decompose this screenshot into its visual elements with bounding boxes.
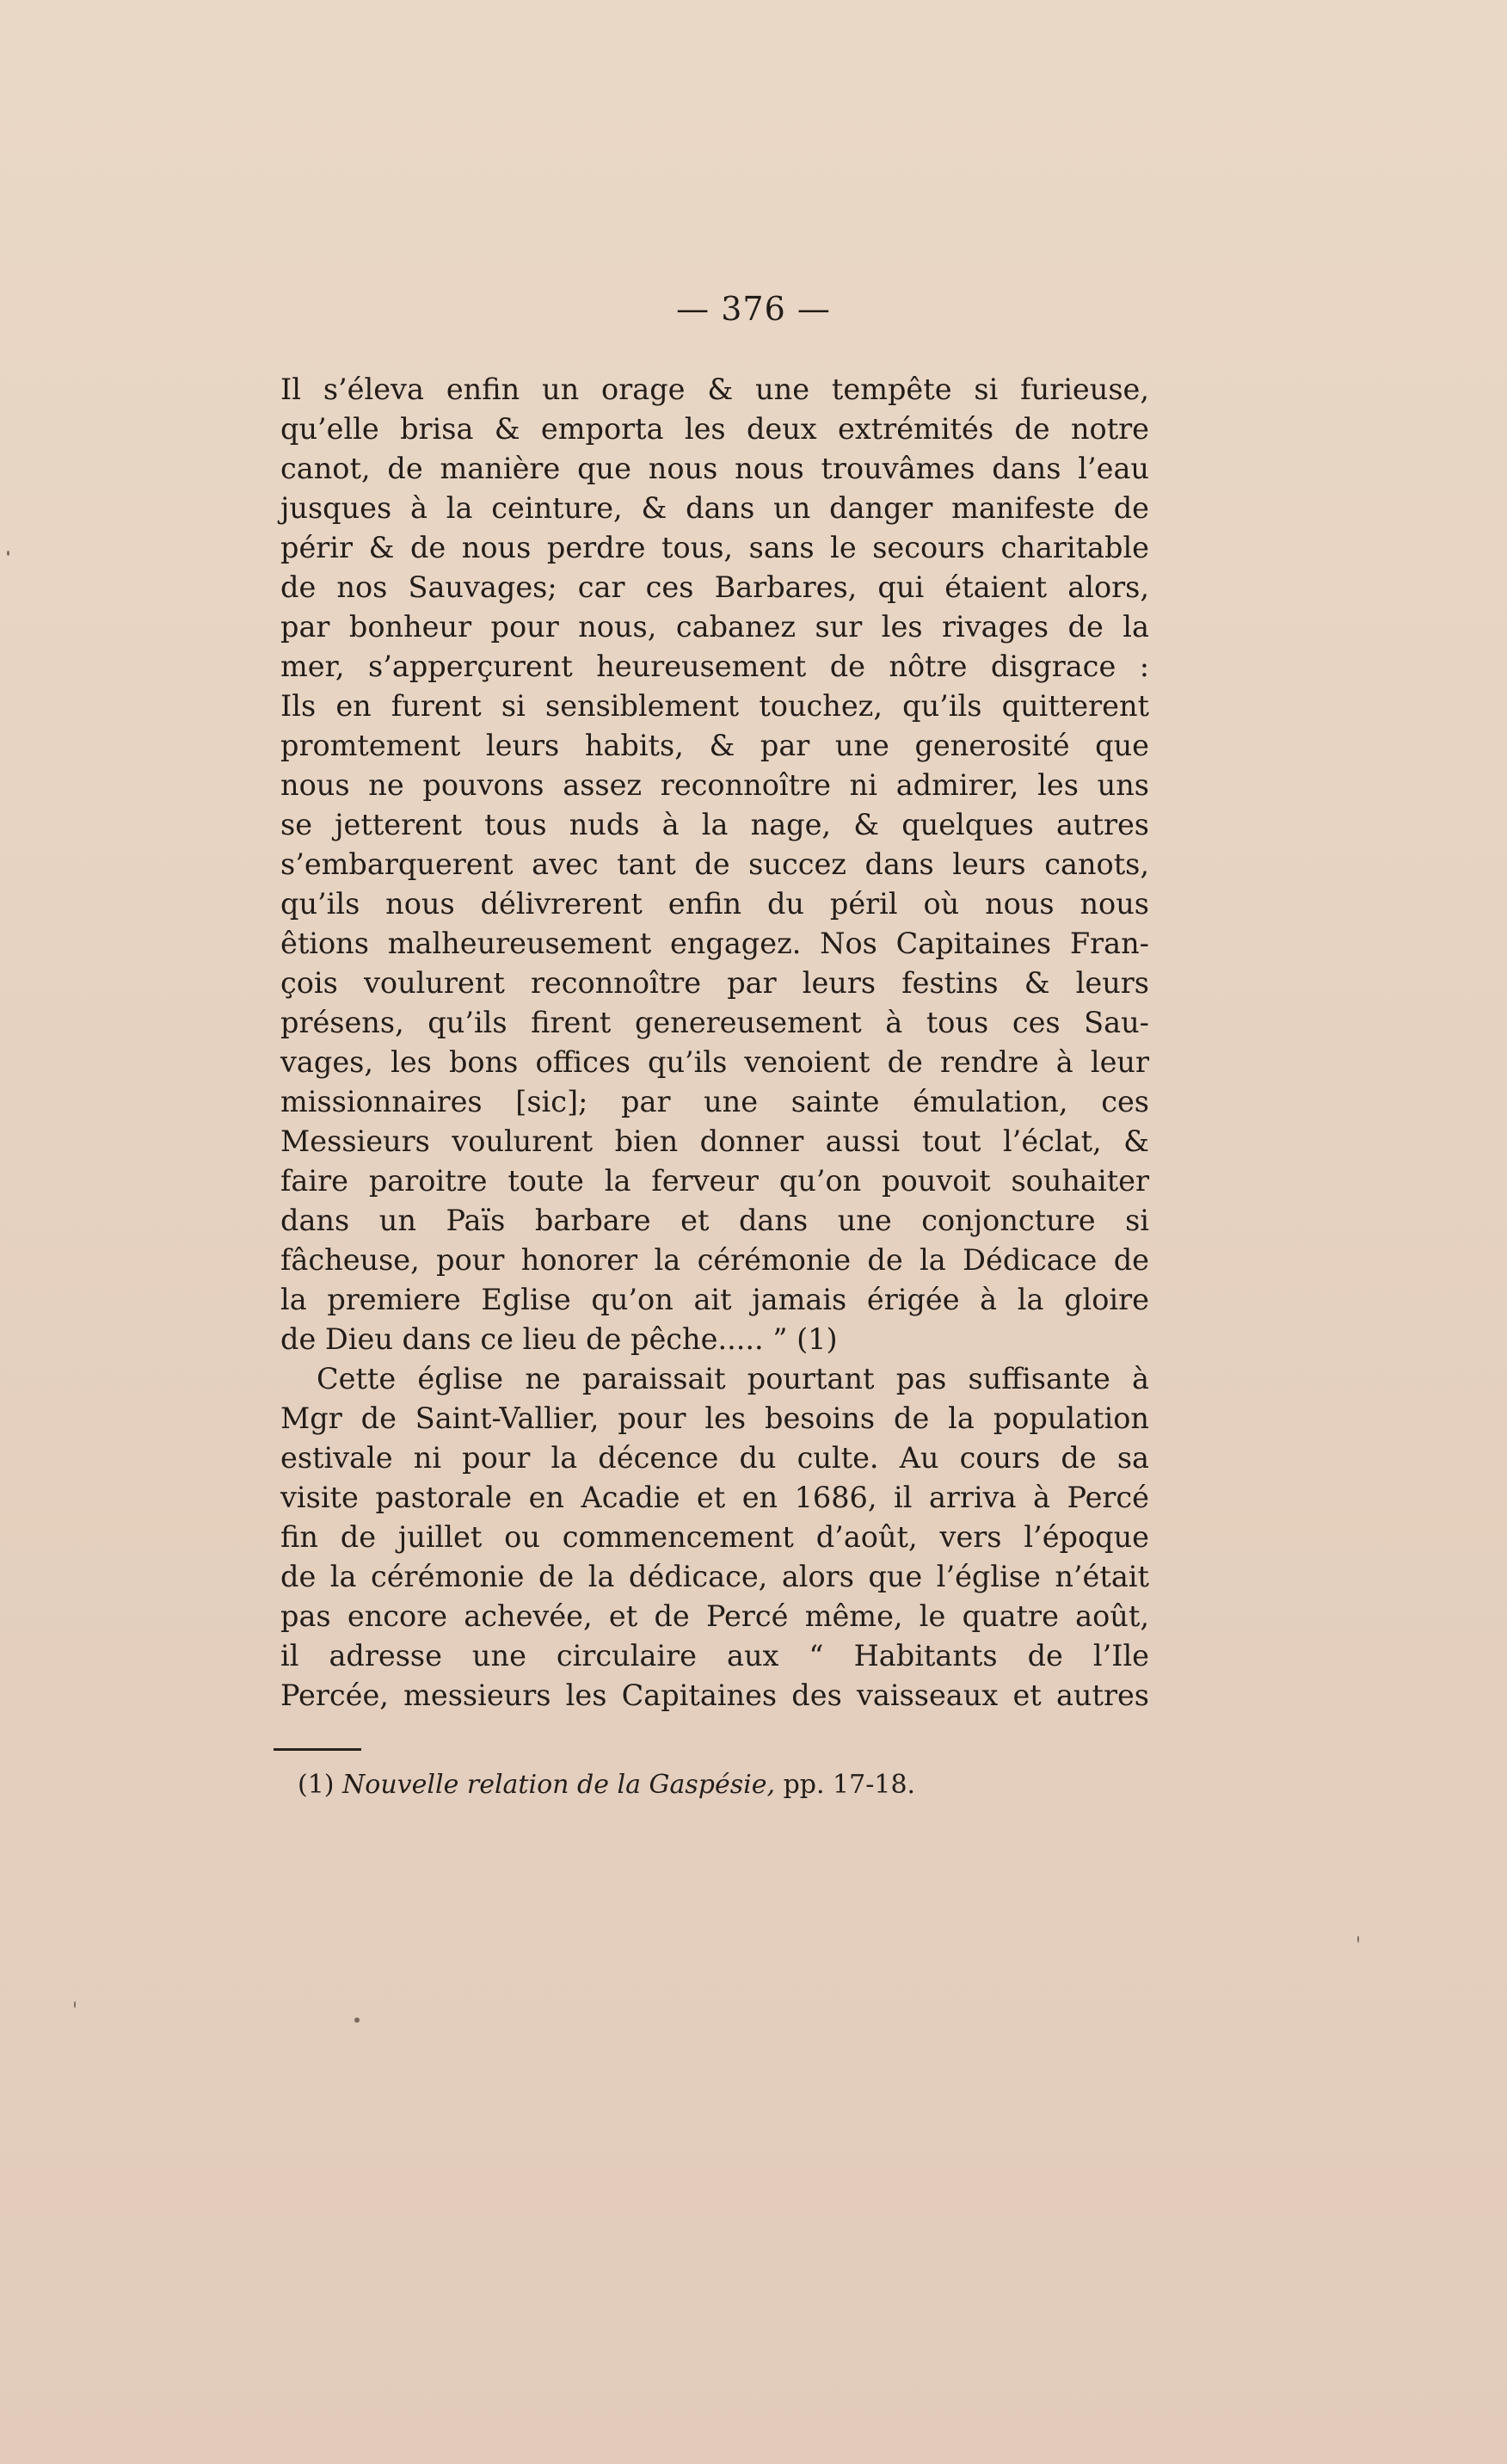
paper-speck	[74, 2001, 76, 2008]
body-text	[280, 370, 1149, 1716]
text-line: la premiere Eglise qu’on ait jamais érigée à la gloire	[280, 1283, 1149, 1316]
text-line: missionnaires [sic]; par une sainte émulation, ces	[280, 1085, 1149, 1118]
text-line: s’embarquerent avec tant de succez dans leurs canots,	[280, 847, 1149, 881]
paper-speck	[7, 551, 9, 556]
text-line: jusques à la ceinture, & dans un danger manifeste de	[280, 491, 1149, 525]
text-line: fâcheuse, pour honorer la cérémonie de la Dédicace de	[280, 1243, 1149, 1277]
text-line: Il s’éleva enfin un orage & une tempête si furieuse,	[280, 373, 1149, 406]
text-line: Messieurs voulurent bien donner aussi tout l’éclat, &	[280, 1124, 1149, 1158]
text-line: qu’elle brisa & emporta les deux extrémités de notre	[280, 412, 1149, 446]
text-line: périr & de nous perdre tous, sans le secours charitable	[280, 531, 1149, 564]
text-line: Percée, messieurs les Capitaines des vaisseaux et autres	[280, 1679, 1149, 1712]
paper-speck	[354, 2017, 360, 2023]
footnote	[298, 1765, 915, 1805]
paper-speck	[1357, 1936, 1359, 1943]
text-line: mer, s’apperçurent heureusement de nôtre disgrace :	[280, 650, 1149, 683]
footnote-title: Nouvelle relation de la Gaspésie,	[342, 1770, 776, 1800]
text-line: dans un Païs barbare et dans une conjoncture si	[280, 1204, 1149, 1237]
text-line: qu’ils nous délivrerent enfin du péril où nous nous	[280, 887, 1149, 921]
text-line: Cette église ne paraissait pourtant pas suffisante à	[317, 1362, 1149, 1395]
text-line: êtions malheureusement engagez. Nos Capitaines Fran-	[280, 927, 1149, 960]
text-line: présens, qu’ils firent genereusement à tous ces Sau-	[280, 1006, 1149, 1039]
text-line: promtement leurs habits, & par une generosité que	[280, 729, 1149, 762]
text-line: visite pastorale en Acadie et en 1686, il arriva à Percé	[280, 1481, 1149, 1514]
text-line: Ils en furent si sensiblement touchez, qu’ils quitterent	[280, 689, 1149, 723]
text-line: Mgr de Saint-Vallier, pour les besoins de la population	[280, 1401, 1149, 1435]
page-number: — 376 —	[676, 290, 831, 328]
text-line: de nos Sauvages; car ces Barbares, qui étaient alors,	[280, 570, 1149, 604]
footnote-pages: pp. 17-18.	[783, 1770, 916, 1800]
text-line: faire paroitre toute la ferveur qu’on pouvoit souhaiter	[280, 1164, 1149, 1198]
text-line: il adresse une circulaire aux “ Habitants de l’Ile	[280, 1639, 1149, 1672]
text-line: de la cérémonie de la dédicace, alors que l’église n’était	[280, 1560, 1149, 1593]
text-line: nous ne pouvons assez reconnoître ni admirer, les uns	[280, 768, 1149, 802]
footnote-rule	[274, 1748, 361, 1751]
text-line: se jetterent tous nuds à la nage, & quelques autres	[280, 808, 1149, 841]
text-line: de Dieu dans ce lieu de pêche..... ” (1)	[280, 1322, 838, 1356]
text-line: par bonheur pour nous, cabanez sur les rivages de la	[280, 610, 1149, 644]
footnote-marker: (1)	[298, 1770, 335, 1800]
text-line: pas encore achevée, et de Percé même, le quatre août,	[280, 1599, 1149, 1633]
text-line: vages, les bons offices qu’ils venoient de rendre à leur	[280, 1045, 1149, 1079]
text-line: fin de juillet ou commencement d’août, vers l’époque	[280, 1520, 1149, 1554]
text-line: estivale ni pour la décence du culte. Au cours de sa	[280, 1441, 1149, 1475]
text-line: çois voulurent reconnoître par leurs festins & leurs	[280, 966, 1149, 1000]
text-line: canot, de manière que nous nous trouvâmes dans l’eau	[280, 452, 1149, 485]
